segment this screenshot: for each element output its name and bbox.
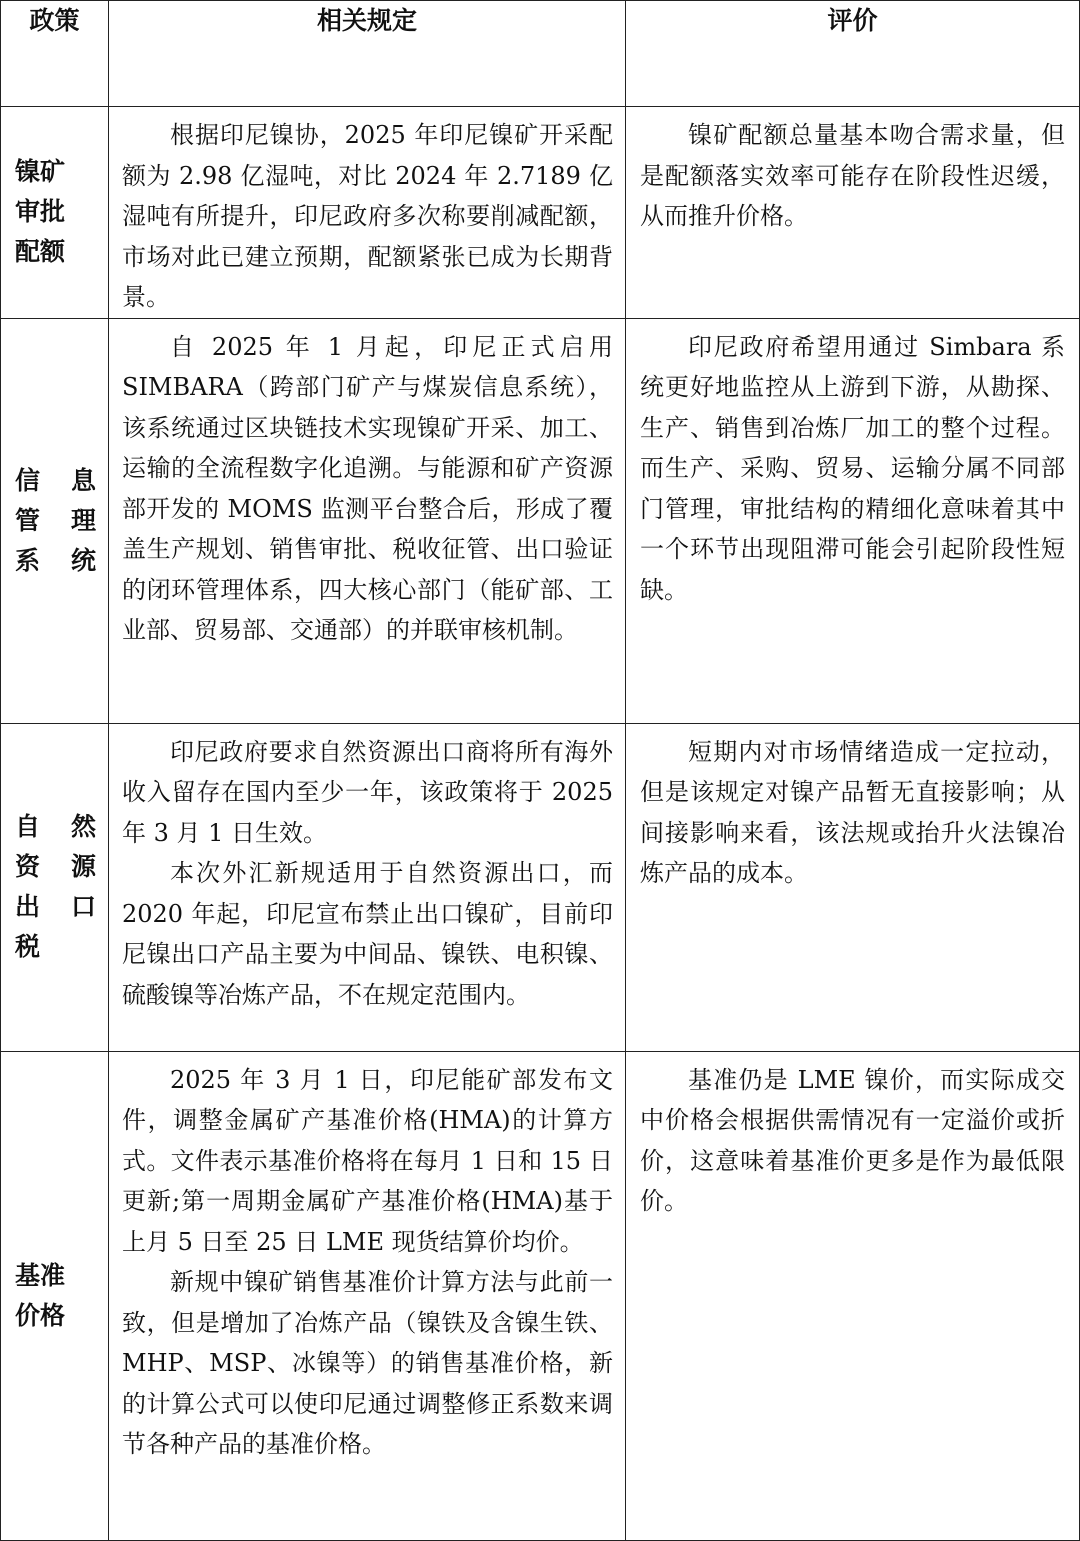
comment-cell bbox=[626, 107, 1080, 319]
regulation-paragraph: 根据印尼镍协，2025 年印尼镍矿开采配额为 2.98 亿湿吨，对比 2024 年 2.7189 亿湿吨有所提升，印尼政府多次称要削减配额，市场对此已建立预期，配额紧张已成为长期背景。 bbox=[122, 121, 613, 311]
regulation-paragraph: 新规中镍矿销售基准价计算方法与此前一致，但是增加了冶炼产品（镍铁及含镍生铁、MHP、MSP、冰镍等）的销售基准价格，新的计算公式可以使印尼通过调整修正系数来调节各种产品的基准价格。 bbox=[122, 1268, 613, 1458]
regulation-cell bbox=[109, 318, 626, 723]
header-policy: 政策 bbox=[1, 1, 109, 107]
row-label bbox=[1, 318, 109, 723]
row-label-line: 镍矿 bbox=[15, 157, 66, 187]
comment-paragraph: 基准仍是 LME 镍价，而实际成交中价格会根据供需情况有一定溢价或折价，这意味着基准价更多是作为最低限价。 bbox=[640, 1065, 1065, 1215]
row-label-line: 资 源 bbox=[15, 852, 96, 881]
table-row-nickel-quota bbox=[1, 107, 1080, 319]
regulation-paragraph: 印尼政府要求自然资源出口商将所有海外收入留存在国内至少一年，该政策将于 2025 年 3 月 1 日生效。 bbox=[122, 737, 613, 847]
row-label-line: 管 理 bbox=[15, 505, 96, 535]
row-label-line: 配额 bbox=[15, 237, 66, 267]
table-row-info-system bbox=[1, 318, 1080, 723]
comment-cell bbox=[626, 1051, 1080, 1540]
row-label-line: 基准 bbox=[15, 1260, 66, 1290]
row-label bbox=[1, 723, 109, 1051]
row-label bbox=[1, 1051, 109, 1540]
table-header-row bbox=[1, 1, 1080, 107]
row-label-line: 价格 bbox=[15, 1300, 66, 1330]
regulation-paragraph: 本次外汇新规适用于自然资源出口，而 2020 年起，印尼宣布禁止出口镍矿，目前印尼镍出口产品主要为中间品、镍铁、电积镍、硫酸镍等冶炼产品，不在规定范围内。 bbox=[122, 859, 613, 1009]
table-row-benchmark-price bbox=[1, 1051, 1080, 1540]
row-label-line: 自 然 bbox=[15, 812, 96, 841]
row-label bbox=[1, 107, 109, 319]
header-regulation: 相关规定 bbox=[109, 1, 626, 107]
row-label-line: 税 bbox=[15, 932, 41, 961]
comment-paragraph: 短期内对市场情绪造成一定拉动，但是该规定对镍产品暂无直接影响；从间接影响来看，该法规或抬升火法镍冶炼产品的成本。 bbox=[640, 737, 1065, 887]
header-comment: 评价 bbox=[626, 1, 1080, 107]
row-label-line: 出 口 bbox=[15, 892, 96, 921]
comment-paragraph: 印尼政府希望用通过 Simbara 系统更好地监控从上游到下游，从勘探、生产、销售到冶炼厂加工的整个过程。而生产、采购、贸易、运输分属不同部门管理，审批结构的精细化意味着其中一个环节出现阻滞可能会引起阶段性短缺。 bbox=[640, 332, 1065, 604]
regulation-paragraph: 2025 年 3 月 1 日，印尼能矿部发布文件，调整金属矿产基准价格(HMA)的计算方式。文件表示基准价格将在每月 1 日和 15 日更新;第一周期金属矿产基准价格(HMA)基于上月 5 日至 25 日 LME 现货结算价均价。 bbox=[122, 1065, 613, 1256]
regulation-cell bbox=[109, 107, 626, 319]
comment-cell bbox=[626, 318, 1080, 723]
regulation-paragraph: 自 2025 年 1 月起，印尼正式启用 SIMBARA（跨部门矿产与煤炭信息系统），该系统通过区块链技术实现镍矿开采、加工、运输的全流程数字化追溯。与能源和矿产资源部开发的 MOMS 监测平台整合后，形成了覆盖生产规划、销售审批、税收征管、出口验证的闭环管理体系，四大核心部门（能矿部、工业部、贸易部、交通部）的并联审核机制。 bbox=[122, 332, 613, 644]
row-label-line: 信 息 bbox=[15, 465, 96, 495]
comment-paragraph: 镍矿配额总量基本吻合需求量，但是配额落实效率可能存在阶段性迟缓，从而推升价格。 bbox=[640, 121, 1065, 230]
regulation-cell bbox=[109, 1051, 626, 1540]
row-label-line: 审批 bbox=[15, 197, 66, 227]
row-label-line: 系统 bbox=[15, 545, 96, 575]
comment-cell bbox=[626, 723, 1080, 1051]
table-row-export-tax bbox=[1, 723, 1080, 1051]
regulation-cell bbox=[109, 723, 626, 1051]
